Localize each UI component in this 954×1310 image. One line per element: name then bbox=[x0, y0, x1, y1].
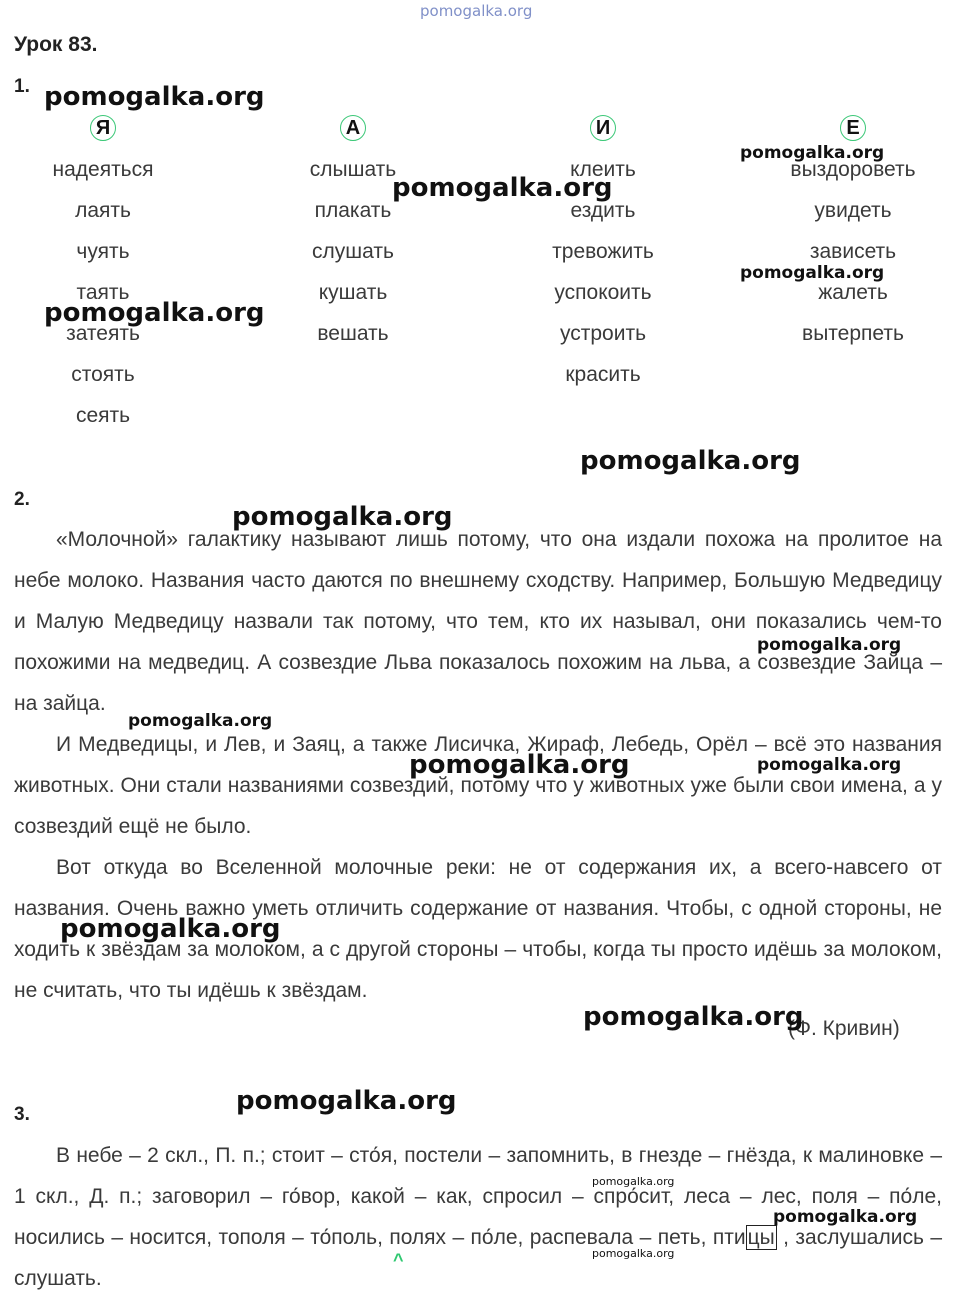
stress-caret: ^ bbox=[393, 1250, 404, 1270]
watermark: pomogalka.org bbox=[583, 1002, 804, 1032]
word: слушать bbox=[312, 240, 394, 263]
watermark: pomogalka.org bbox=[773, 1207, 918, 1227]
watermark: pomogalka.org bbox=[757, 635, 902, 655]
word: вешать bbox=[317, 322, 389, 345]
watermark: pomogalka.org bbox=[740, 143, 885, 163]
watermark: pomogalka.org bbox=[232, 502, 453, 532]
letter-e-circle: Е bbox=[840, 115, 866, 141]
word: сеять bbox=[75, 404, 131, 427]
task-1-number: 1. bbox=[14, 76, 30, 97]
watermark: pomogalka.org bbox=[236, 1086, 457, 1116]
word: стоять bbox=[71, 363, 135, 386]
task-3-number: 3. bbox=[14, 1104, 30, 1125]
column-a bbox=[243, 115, 463, 354]
word: клеить bbox=[570, 158, 636, 181]
word: затеять bbox=[66, 322, 140, 345]
letter-a-circle: А bbox=[340, 115, 366, 141]
author: (Ф. Кривин) bbox=[788, 1017, 900, 1040]
paragraph: Вот откуда во Вселенной молочные реки: не от содержания их, а всего-навсего от названия. Очень важно уметь отличить содержание от названия. Чтобы, с одной стороны, не ходить к звёздам за молоком, а с другой стороны – чтобы, когда ты просто идёшь за молоком, не считать, что ты идёшь к звёздам. bbox=[14, 856, 942, 1002]
watermark: pomogalka.org bbox=[128, 711, 273, 731]
task-3-tail-text: , заслушались – слушать. bbox=[14, 1226, 942, 1290]
word: ездить bbox=[570, 199, 636, 222]
watermark: pomogalka.org bbox=[592, 1175, 675, 1188]
boxed-ending: цы bbox=[747, 1226, 775, 1249]
word: плакать bbox=[314, 199, 392, 222]
word: красить bbox=[565, 363, 641, 386]
word: устроить bbox=[559, 322, 647, 345]
paragraph: «Молочной» галактику называют лишь потому, что она издали похожа на пролитое на небе молоко. Названия часто даются по внешнему сходству. Например, Большую Медведицу и Малую Медведицу назвали так потому, что тем, кто их называл, они показались чем-то похожими на медведиц. А созвездие Льва показалось похожим на льва, а созвездие Зайца – на зайца. bbox=[14, 528, 942, 715]
letter-ya-circle: Я bbox=[90, 115, 116, 141]
watermark-top: pomogalka.org bbox=[420, 2, 533, 20]
word: лаять bbox=[75, 199, 131, 222]
watermark: pomogalka.org bbox=[580, 446, 801, 476]
watermark: pomogalka.org bbox=[44, 82, 265, 112]
word: жалеть bbox=[818, 281, 888, 304]
word: тревожить bbox=[552, 240, 654, 263]
word: выздороветь bbox=[790, 158, 916, 181]
word: таять bbox=[76, 281, 130, 304]
word: увидеть bbox=[814, 199, 892, 222]
task-2-number: 2. bbox=[14, 489, 30, 510]
watermark: pomogalka.org bbox=[592, 1247, 675, 1260]
watermark: pomogalka.org bbox=[392, 173, 613, 203]
task-3-main-text: В небе – 2 скл., П. п.; стоит – сто́я, постели – запомнить, в гнезде – гнёзда, к малиновке – 1 скл., Д. п.; заговорил – го́вор, какой – как, спросил – спро́сит, леса – лес, поля – по́ле, носились – носится, тополя – то́поль, полях – по́ле, распевала – петь, пти bbox=[14, 1144, 942, 1249]
watermark: pomogalka.org bbox=[44, 298, 265, 328]
watermark: pomogalka.org bbox=[740, 263, 885, 283]
column-i bbox=[493, 115, 713, 395]
word: вытерпеть bbox=[802, 322, 904, 345]
word: зависеть bbox=[809, 240, 897, 263]
word: слышать bbox=[309, 158, 397, 181]
watermark: pomogalka.org bbox=[409, 750, 630, 780]
word: успокоить bbox=[554, 281, 652, 304]
paragraph: И Медведицы, и Лев, и Заяц, а также Лисичка, Жираф, Лебедь, Орёл – всё это названия животных. Они стали названиями созвездий, потому что у животных уже были свои имена, а у созвездий ещё не было. bbox=[14, 733, 942, 838]
lesson-title: Урок 83. bbox=[14, 33, 98, 56]
column-ya bbox=[0, 115, 213, 436]
watermark: pomogalka.org bbox=[757, 755, 902, 775]
word: кушать bbox=[318, 281, 388, 304]
word: чуять bbox=[76, 240, 130, 263]
word: надеяться bbox=[52, 158, 154, 181]
watermark: pomogalka.org bbox=[60, 914, 281, 944]
letter-i-circle: И bbox=[590, 115, 616, 141]
